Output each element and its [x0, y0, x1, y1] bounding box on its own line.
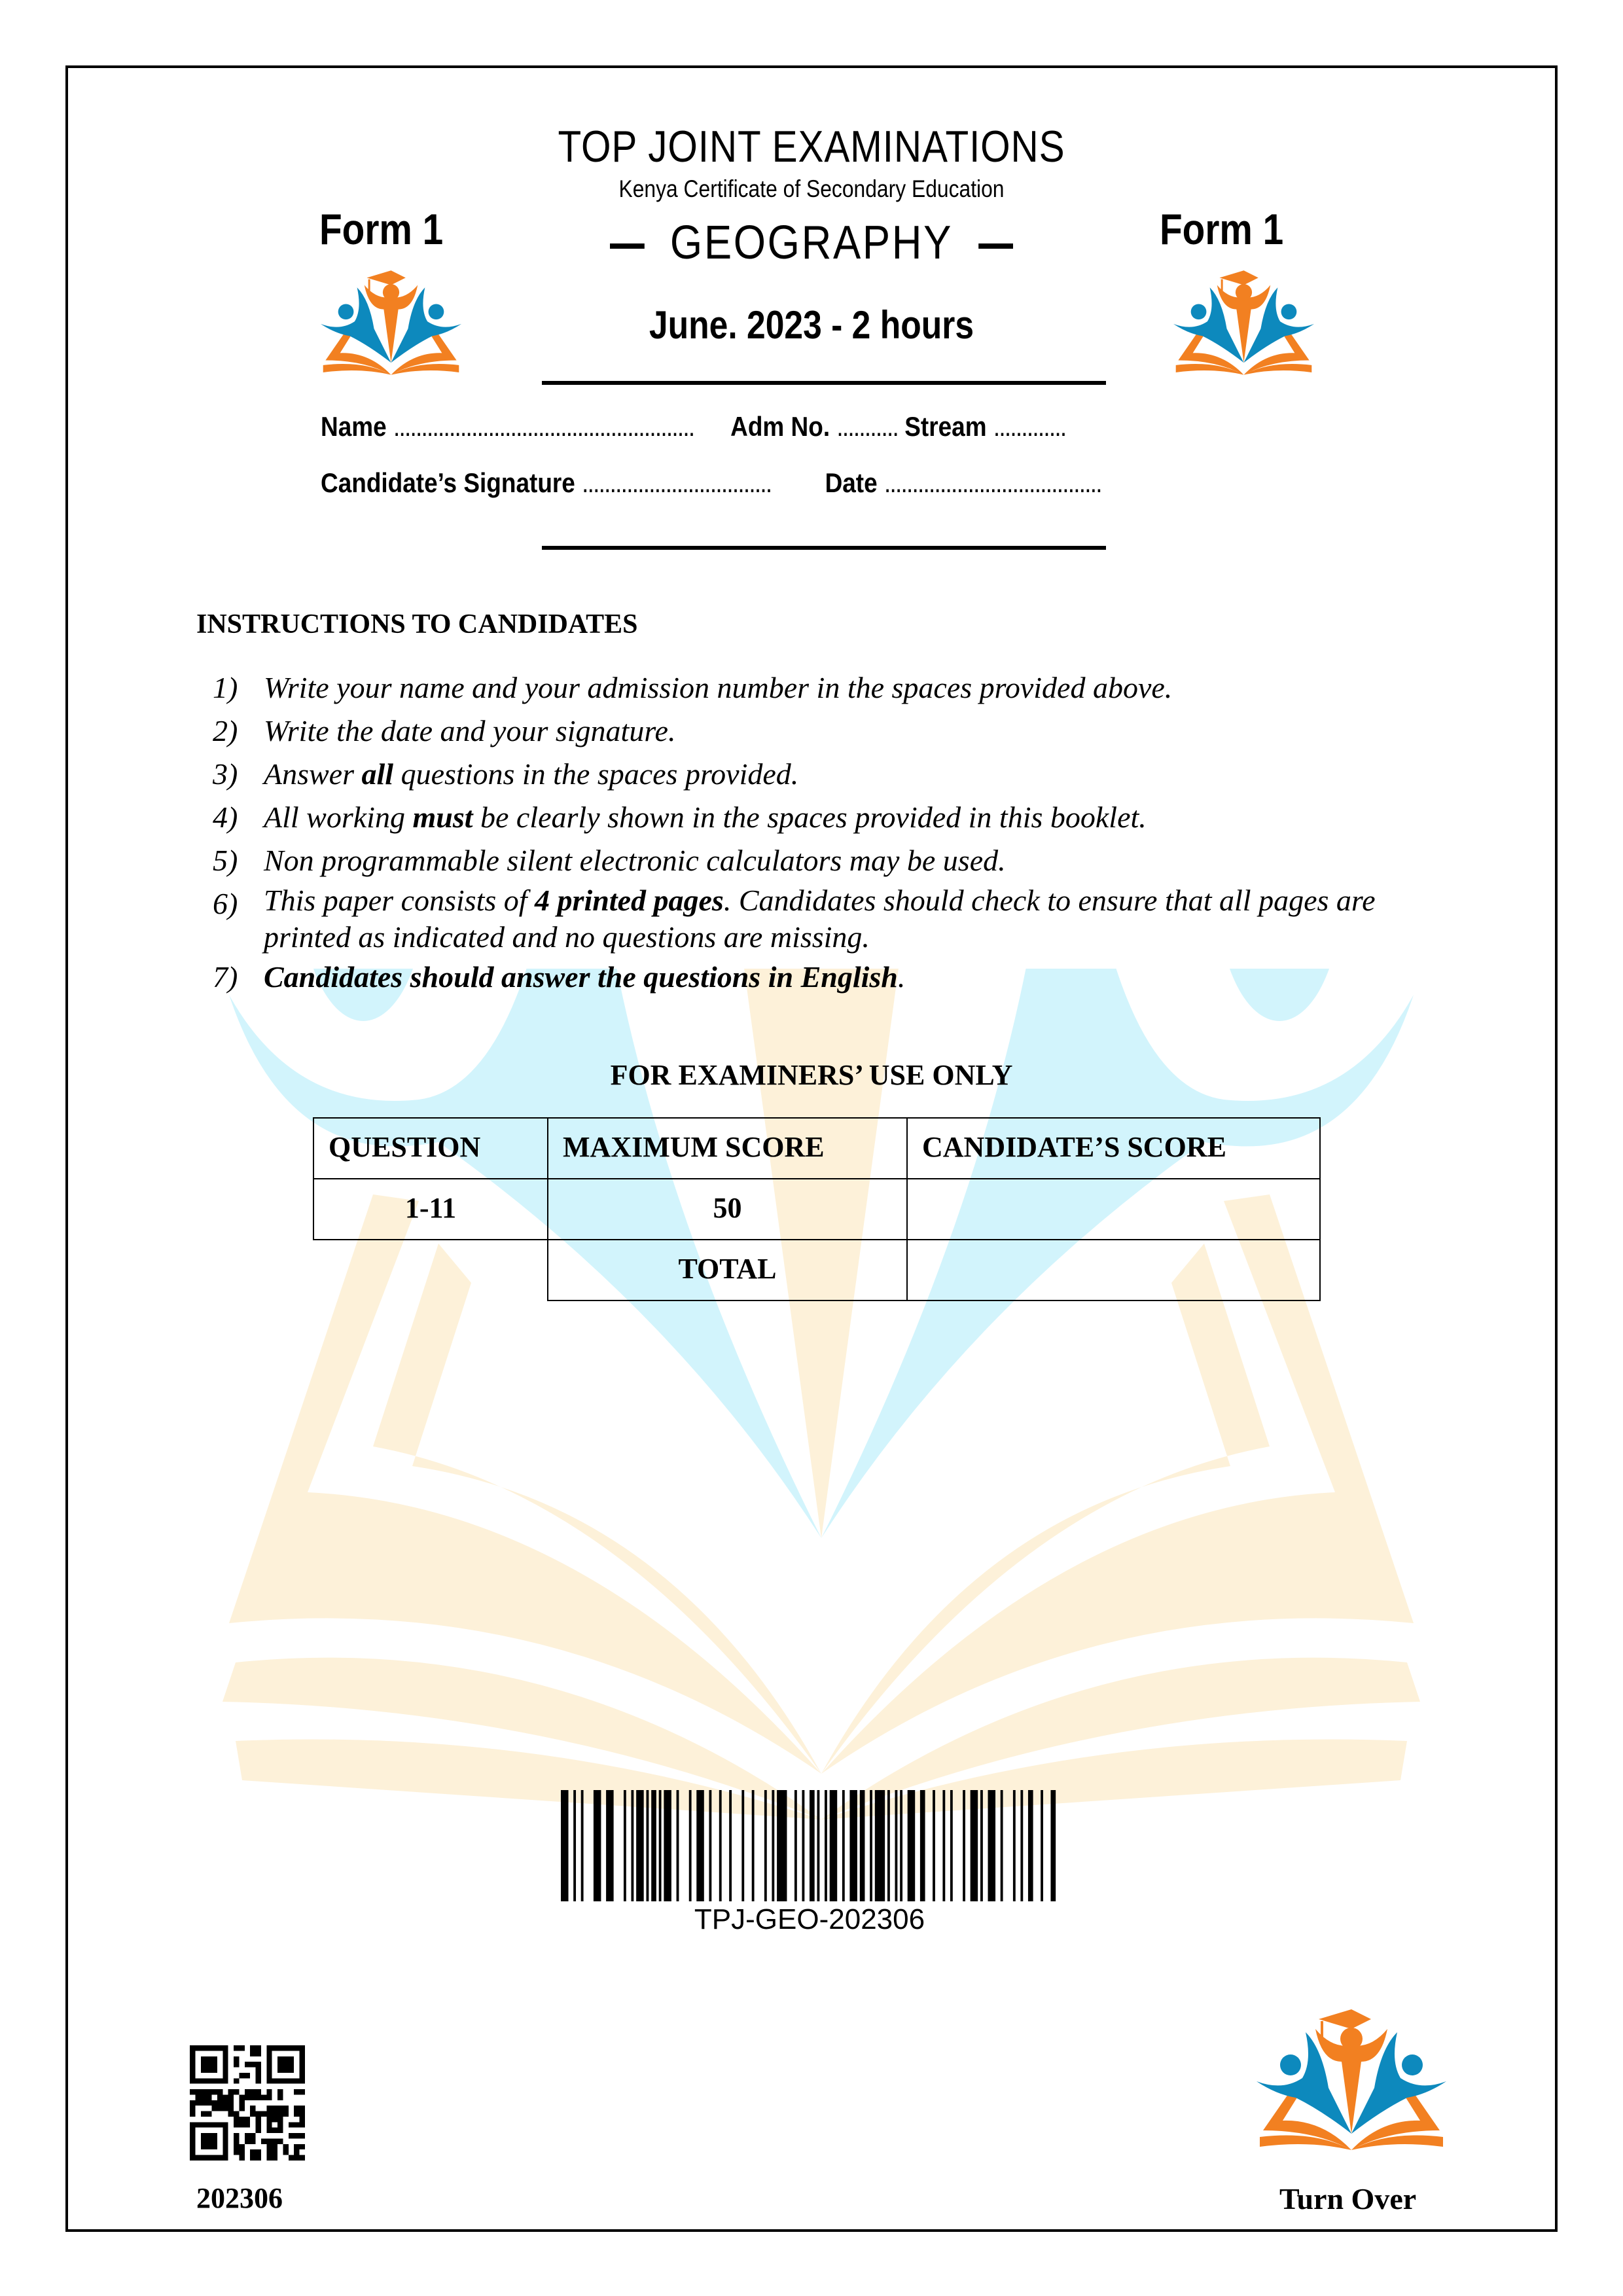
cell-max-score: 50: [547, 1178, 908, 1240]
instructions-heading: INSTRUCTIONS TO CANDIDATES: [196, 609, 638, 639]
instruction-item: [213, 709, 1391, 753]
instruction-number: 3): [213, 757, 238, 791]
instruction-text: Candidates should answer the questions in English.: [264, 960, 906, 994]
instruction-text: Non programmable silent electronic calculators may be used.: [264, 844, 1006, 877]
examiners-heading: FOR EXAMINERS’ USE ONLY: [610, 1059, 1013, 1091]
instruction-text: Write the date and your signature.: [264, 714, 676, 747]
barcode-icon: [561, 1790, 1058, 1901]
signature-field[interactable]: Candidate’s Signature ..................................: [321, 467, 772, 498]
stream-field[interactable]: Stream .............: [904, 411, 1066, 442]
turn-over-label: Turn Over: [1279, 2182, 1417, 2215]
divider-top: [542, 381, 1106, 385]
instructions-list: [213, 666, 1391, 999]
instruction-text: This paper consists of 4 printed pages. Candidates should check to ensure that all pages are printed as indicated and no questions are missing.: [264, 884, 1376, 954]
subject-name: GEOGRAPHY: [669, 217, 954, 269]
exam-session: June. 2023 - 2 hours: [649, 303, 974, 347]
dash-right: [978, 243, 1013, 249]
cell-total-label: TOTAL: [547, 1239, 908, 1301]
instruction-number: 1): [213, 671, 238, 704]
form-label-left: Form 1: [319, 205, 444, 253]
certificate-subtitle: Kenya Certificate of Secondary Education: [618, 175, 1005, 202]
column-header-candidate-score: CANDIDATE’S SCORE: [906, 1117, 1321, 1179]
cell-question-range: 1-11: [313, 1178, 548, 1240]
barcode-text: TPJ-GEO-202306: [694, 1903, 925, 1935]
instruction-text: Write your name and your admission number in the spaces provided above.: [264, 671, 1173, 704]
divider-bottom: [542, 546, 1106, 550]
instruction-item: [213, 753, 1391, 796]
cell-total-value[interactable]: [906, 1239, 1321, 1301]
instruction-number: 2): [213, 714, 238, 747]
column-header-max-score: MAXIMUM SCORE: [547, 1117, 908, 1179]
organization-title: TOP JOINT EXAMINATIONS: [558, 122, 1065, 171]
instruction-number: 4): [213, 800, 238, 834]
adm-no-field[interactable]: Adm No. ...........: [730, 411, 898, 442]
school-logo-icon: [1257, 2009, 1446, 2150]
paper-code: 202306: [196, 2182, 283, 2214]
candidate-row-1: [321, 411, 1065, 442]
instruction-number: 6): [213, 887, 238, 920]
column-header-question: QUESTION: [313, 1117, 548, 1179]
instruction-text: Answer all questions in the spaces provided.: [264, 757, 799, 791]
form-label-right: Form 1: [1160, 205, 1284, 253]
instruction-item: [213, 882, 1391, 956]
instruction-number: 5): [213, 844, 238, 877]
instruction-item: [213, 666, 1391, 709]
instruction-item: [213, 796, 1391, 839]
dash-left: [610, 243, 645, 249]
instruction-item: [213, 956, 1391, 999]
instruction-number: 7): [213, 960, 238, 994]
candidate-row-2: [321, 467, 1101, 499]
qr-code-icon: [190, 2045, 305, 2161]
instruction-item: [213, 839, 1391, 882]
cell-candidate-score[interactable]: [906, 1178, 1321, 1240]
subject-title: [98, 216, 1525, 270]
date-field[interactable]: Date .......................................: [825, 467, 1101, 498]
name-field[interactable]: Name ......................................................: [321, 411, 694, 442]
instruction-text: All working must be clearly shown in the spaces provided in this booklet.: [264, 800, 1147, 834]
